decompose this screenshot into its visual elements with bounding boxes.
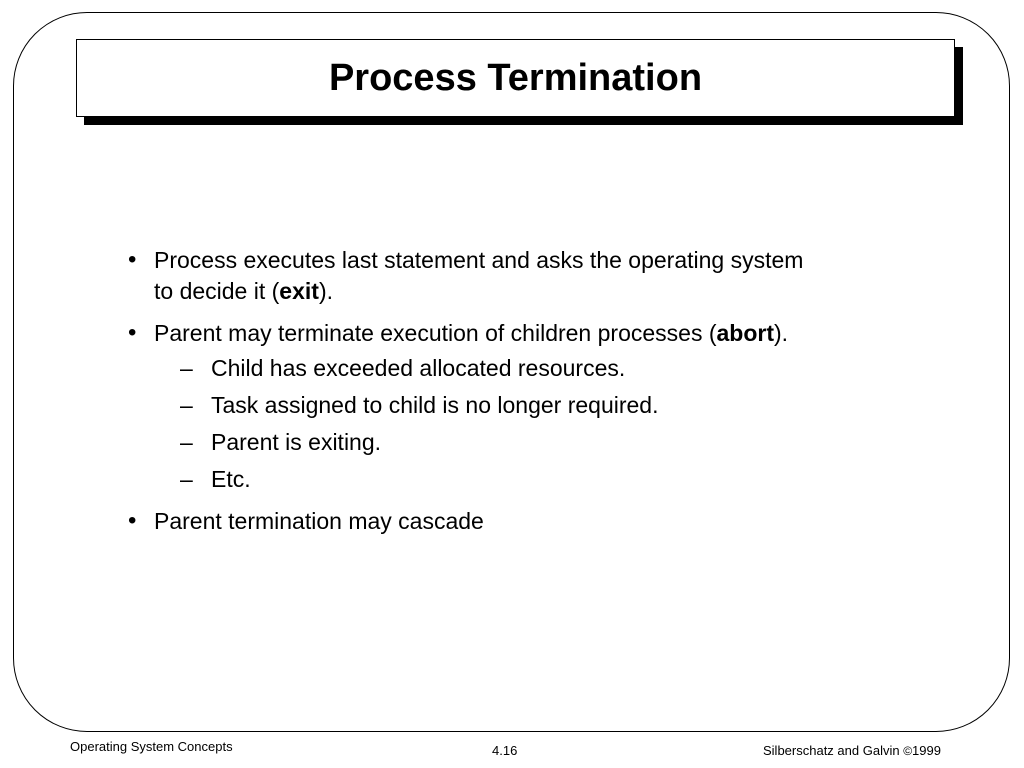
bullet-item <box>128 506 928 537</box>
slide-body <box>128 245 928 548</box>
sub-bullet-item <box>128 390 928 421</box>
sub-bullet-list <box>128 353 928 495</box>
footer-course-title: Operating System Concepts <box>70 739 233 754</box>
bullet-icon: • <box>128 246 137 273</box>
abort-keyword: abort <box>716 320 774 346</box>
bullet-icon: • <box>128 507 137 534</box>
sub-bullet-text: Child has exceeded allocated resources. <box>211 355 626 381</box>
footer-copyright <box>763 743 941 759</box>
sub-bullet-text: Etc. <box>211 466 251 492</box>
footer-year: 1999 <box>912 743 941 758</box>
slide-title: Process Termination <box>328 56 703 99</box>
dash-icon: – <box>180 392 193 418</box>
sub-bullet-text: Task assigned to child is no longer required. <box>211 392 659 418</box>
sub-bullet-item <box>128 427 928 458</box>
sub-bullet-text: Parent is exiting. <box>211 429 382 455</box>
bullet-text-continuation: to decide it ( <box>154 278 280 304</box>
bullet-icon: • <box>128 319 137 346</box>
dash-icon: – <box>180 355 193 381</box>
dash-icon: – <box>180 429 193 455</box>
bullet-item <box>128 318 928 349</box>
bullet-text: Parent may terminate execution of children processes ( <box>154 320 717 346</box>
footer-page-number: 4.16 <box>492 743 518 758</box>
sub-bullet-item <box>128 464 928 495</box>
bullet-text: Parent termination may cascade <box>154 508 484 534</box>
bullet-text-ending: ). <box>318 278 333 304</box>
bullet-text-ending: ). <box>774 320 789 346</box>
dash-icon: – <box>180 466 193 492</box>
title-box <box>76 39 955 117</box>
copyright-icon: © <box>903 744 913 758</box>
footer-authors: Silberschatz and Galvin <box>763 743 904 758</box>
bullet-text: Process executes last statement and asks the operating system <box>154 247 804 273</box>
exit-keyword: exit <box>279 278 319 304</box>
bullet-item <box>128 245 928 307</box>
sub-bullet-item <box>128 353 928 384</box>
